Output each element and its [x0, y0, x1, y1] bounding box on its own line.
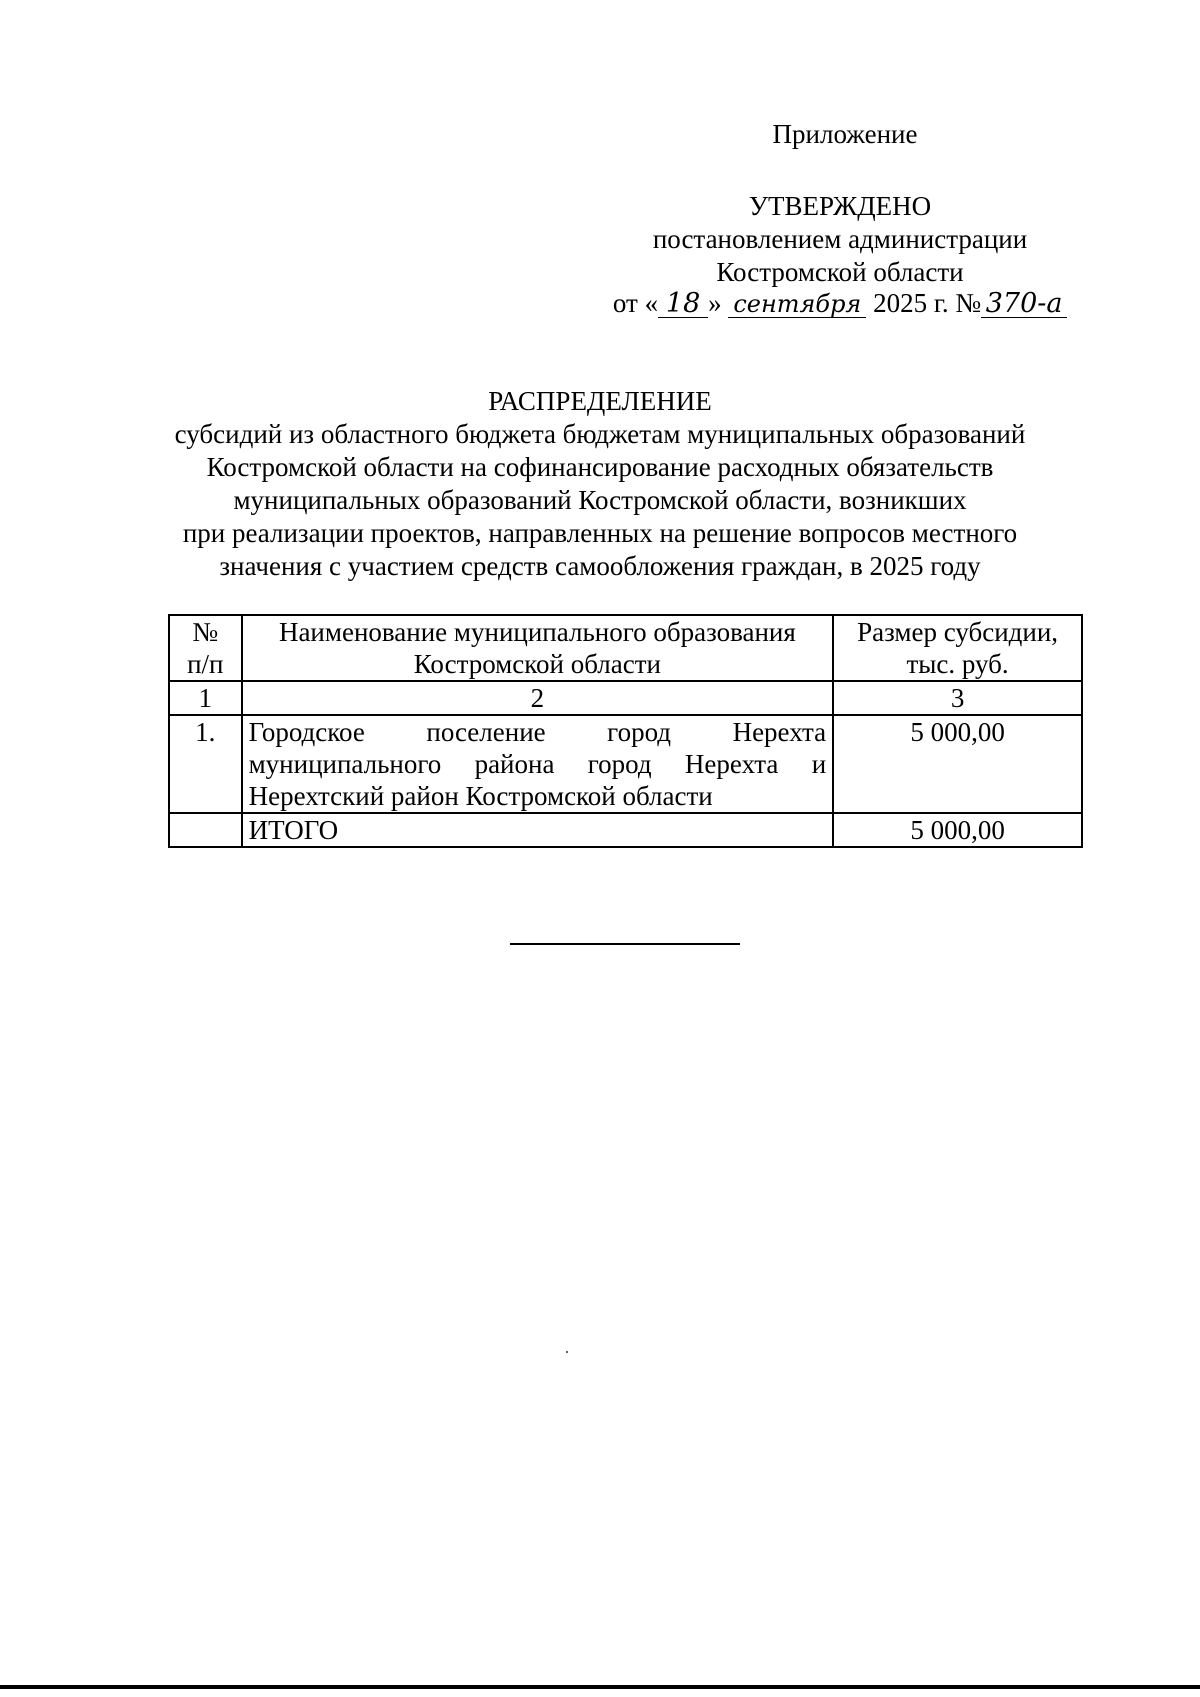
header-num-line-2: п/п	[187, 649, 224, 679]
date-year: 2025 г. №	[873, 288, 982, 318]
subtitle-line-5: значения с участием средств самообложения граждан, в 2025 году	[219, 551, 981, 581]
row-num: 1.	[169, 715, 242, 813]
document-subtitle	[100, 418, 1100, 583]
handwritten-day: 18	[658, 291, 708, 318]
document-title: РАСПРЕДЕЛЕНИЕ	[488, 386, 712, 416]
row-amount: 5 000,00	[833, 715, 1082, 813]
scan-bottom-edge	[0, 1685, 1200, 1689]
decree-authority: постановлением администрации	[652, 224, 1028, 254]
distribution-table	[168, 614, 1083, 848]
table-row	[169, 715, 1082, 813]
handwritten-decree-number: 370-а	[981, 291, 1067, 318]
total-num	[169, 813, 242, 847]
column-number-3: 3	[833, 681, 1082, 715]
total-row	[169, 813, 1082, 847]
header-name	[242, 615, 834, 681]
subtitle-line-3: муниципальных образований Костромской области, возникших	[233, 485, 967, 515]
header-name-line-1: Наименование муниципального образования	[278, 617, 796, 647]
header-amount-line-1: Размер субсидии,	[857, 617, 1059, 647]
total-amount: 5 000,00	[833, 813, 1082, 847]
header-num-line-1: №	[192, 617, 219, 647]
subtitle-line-2: Костромской области на софинансирование расходных обязательств	[206, 452, 994, 482]
column-number-1: 1	[169, 681, 242, 715]
end-separator-line	[510, 943, 740, 945]
header-name-line-2: Костромской области	[413, 649, 661, 679]
row-municipality-name: Городское поселение город Нерехта муниципального района город Нерехта и Нерехтский район Костромской области	[242, 715, 834, 813]
handwritten-month: сентября	[728, 291, 866, 318]
appendix-label: Приложение	[772, 119, 918, 149]
date-mid: »	[708, 288, 722, 318]
header-amount-line-2: тыс. руб.	[906, 649, 1009, 679]
header-num	[169, 615, 242, 681]
approved-label: УТВЕРЖДЕНО	[748, 191, 932, 221]
scan-speck	[566, 1351, 568, 1353]
column-number-row	[169, 681, 1082, 715]
subtitle-line-4: при реализации проектов, направленных на решение вопросов местного	[182, 518, 1018, 548]
column-number-2: 2	[242, 681, 834, 715]
table-header-row	[169, 615, 1082, 681]
subtitle-line-1: субсидий из областного бюджета бюджетам муниципальных образований	[174, 419, 1026, 449]
decree-region: Костромской области	[716, 257, 964, 287]
decree-date-line	[560, 287, 1120, 320]
total-label: ИТОГО	[242, 813, 834, 847]
approval-block	[560, 190, 1120, 289]
header-amount	[833, 615, 1082, 681]
date-prefix: от «	[612, 288, 659, 318]
